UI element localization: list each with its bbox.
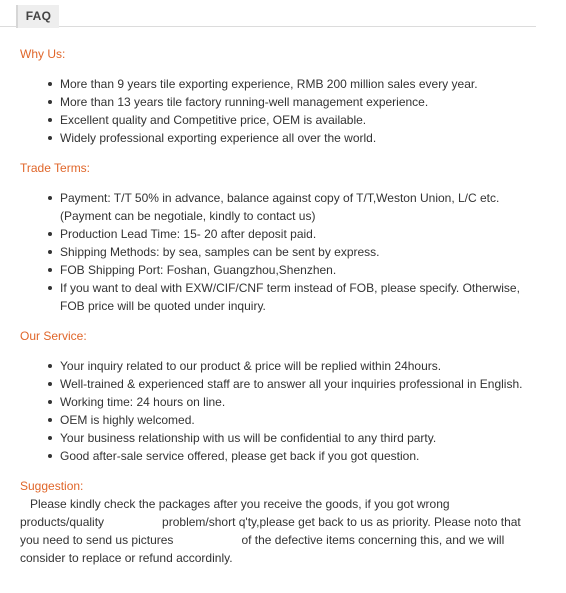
section-title: Our Service: (20, 329, 87, 343)
list-item: Widely professional exporting experience all over the world. (60, 129, 540, 147)
list-item: More than 9 years tile exporting experience, RMB 200 million sales every year. (60, 75, 540, 93)
tab-bar (0, 0, 536, 27)
list-item: Good after-sale service offered, please get back if you got question. (60, 447, 540, 465)
faq-content (20, 45, 540, 567)
section-title: Trade Terms: (20, 161, 91, 175)
our-service-list (20, 357, 540, 465)
suggestion-line: you need to send us pictures (20, 533, 174, 547)
section-title: Why Us: (20, 47, 66, 61)
list-item: Your business relationship with us will be confidential to any third party. (60, 429, 540, 447)
suggestion-line: products/quality (20, 515, 105, 529)
suggestion-text (20, 495, 535, 567)
section-title: Suggestion: (20, 479, 84, 493)
section-our-service (20, 327, 540, 465)
list-item: OEM is highly welcomed. (60, 411, 540, 429)
section-trade-terms (20, 159, 540, 315)
list-item: FOB Shipping Port: Foshan, Guangzhou,Shenzhen. (60, 261, 540, 279)
list-item: Payment: T/T 50% in advance, balance against copy of T/T,Weston Union, L/C etc. (Payment can be negotiale, kindly to contact us) (60, 189, 540, 225)
list-item: Excellent quality and Competitive price, OEM is available. (60, 111, 540, 129)
suggestion-line: of the defective items concerning this, and we will (241, 533, 505, 547)
why-us-list (20, 75, 540, 147)
section-suggestion (20, 477, 540, 567)
list-item: If you want to deal with EXW/CIF/CNF term instead of FOB, please specify. Otherwise, FOB price will be quoted under inquiry. (60, 279, 540, 315)
suggestion-line: problem/short q'ty,please get back to us as priority. Please noto that (162, 515, 521, 529)
trade-terms-list (20, 189, 540, 315)
list-item: Production Lead Time: 15- 20 after deposit paid. (60, 225, 540, 243)
list-item: More than 13 years tile factory running-well management experience. (60, 93, 540, 111)
suggestion-line: consider to replace or refund accordinly. (20, 551, 233, 565)
list-item: Well-trained & experienced staff are to answer all your inquiries professional in English. (60, 375, 540, 393)
tab-faq[interactable]: FAQ (16, 5, 59, 28)
list-item: Your inquiry related to our product & price will be replied within 24hours. (60, 357, 540, 375)
section-why-us (20, 45, 540, 147)
list-item: Working time: 24 hours on line. (60, 393, 540, 411)
list-item: Shipping Methods: by sea, samples can be sent by express. (60, 243, 540, 261)
suggestion-line: Please kindly check the packages after you receive the goods, if you got wrong (30, 497, 450, 511)
